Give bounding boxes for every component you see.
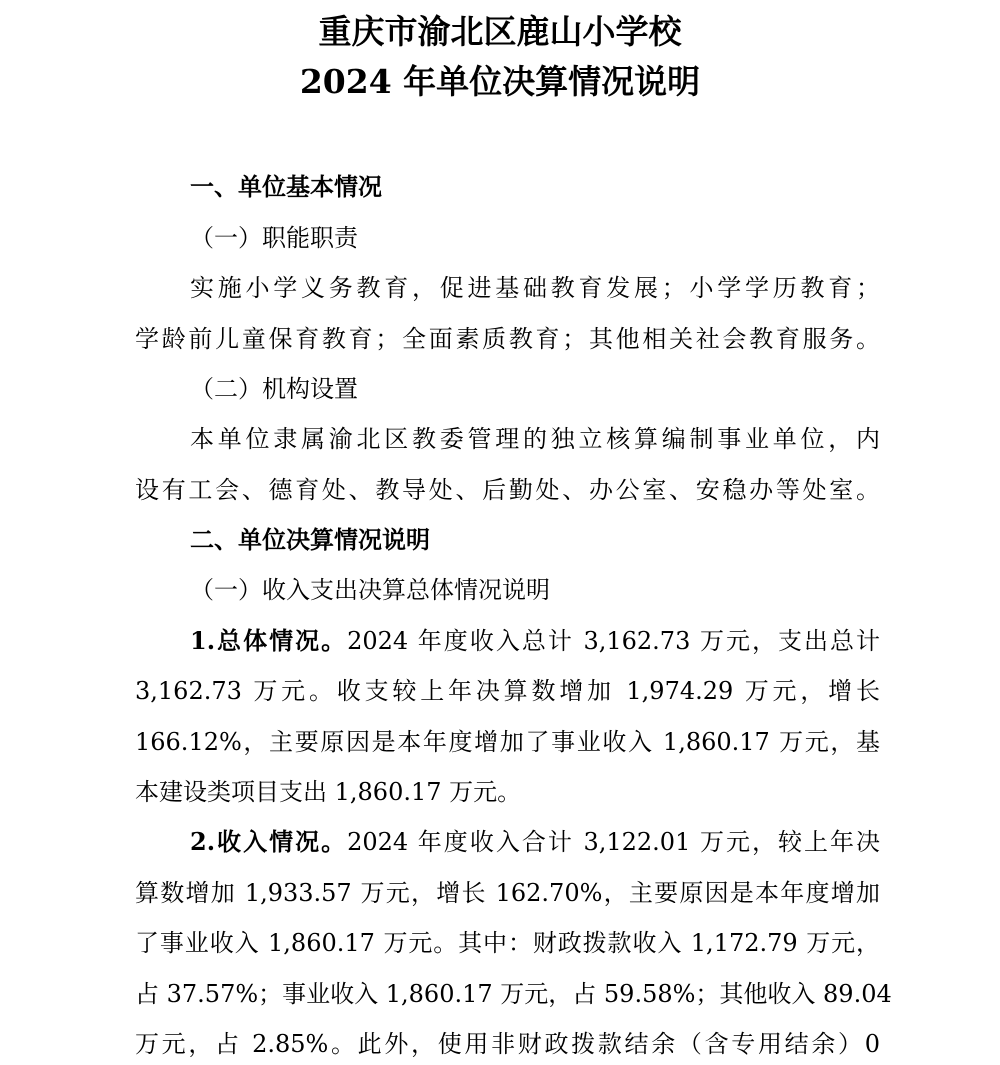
section-heading-final-accounts: 二、单位决算情况说明: [190, 525, 430, 554]
paragraph-income-text-1: 2024 年度收入合计 3,122.01 万元，较上年决: [347, 828, 880, 856]
document-title-line-1: 重庆市渝北区鹿山小学校: [318, 12, 682, 51]
paragraph-income-line-4: 占 37.57%；事业收入 1,860.17 万元，占 59.58%；其他收入 89.04: [135, 980, 892, 1008]
paragraph-income-line-3: 了事业收入 1,860.17 万元。其中：财政拨款收入 1,172.79 万元，: [135, 929, 880, 957]
paragraph-overall-lead: 1.总体情况。: [190, 626, 348, 655]
subheading-organization: （二）机构设置: [190, 375, 358, 403]
paragraph-overall-line-4: 本建设类项目支出 1,860.17 万元。: [135, 778, 522, 806]
paragraph-functions-line-1: 实施小学义务教育，促进基础教育发展；小学学历教育；: [190, 274, 880, 302]
paragraph-overall-text-1: 2024 年度收入总计 3,162.73 万元，支出总计: [347, 627, 880, 655]
paragraph-income-lead: 2.收入情况。: [190, 827, 348, 856]
paragraph-overall-line-1: [190, 624, 880, 658]
subheading-functions: （一）职能职责: [190, 224, 358, 252]
document-title-line-2: 2024 年单位决算情况说明: [299, 62, 701, 101]
paragraph-functions-line-2: 学龄前儿童保育教育；全面素质教育；其他相关社会教育服务。: [135, 325, 880, 353]
paragraph-organization-line-2: 设有工会、德育处、教导处、后勤处、办公室、安稳办等处室。: [135, 476, 880, 504]
paragraph-overall-line-3: 166.12%，主要原因是本年度增加了事业收入 1,860.17 万元，基: [135, 728, 880, 756]
section-heading-basic-info: 一、单位基本情况: [190, 172, 382, 201]
paragraph-income-line-5: 万元，占 2.85%。此外，使用非财政拨款结余（含专用结余）0: [135, 1030, 880, 1058]
paragraph-income-line-1: [190, 825, 880, 859]
paragraph-overall-line-2: 3,162.73 万元。收支较上年决算数增加 1,974.29 万元，增长: [135, 677, 880, 705]
paragraph-income-line-2: 算数增加 1,933.57 万元，增长 162.70%，主要原因是本年度增加: [135, 879, 880, 907]
subheading-income-expenditure: （一）收入支出决算总体情况说明: [190, 576, 550, 604]
paragraph-organization-line-1: 本单位隶属渝北区教委管理的独立核算编制事业单位，内: [190, 425, 880, 453]
